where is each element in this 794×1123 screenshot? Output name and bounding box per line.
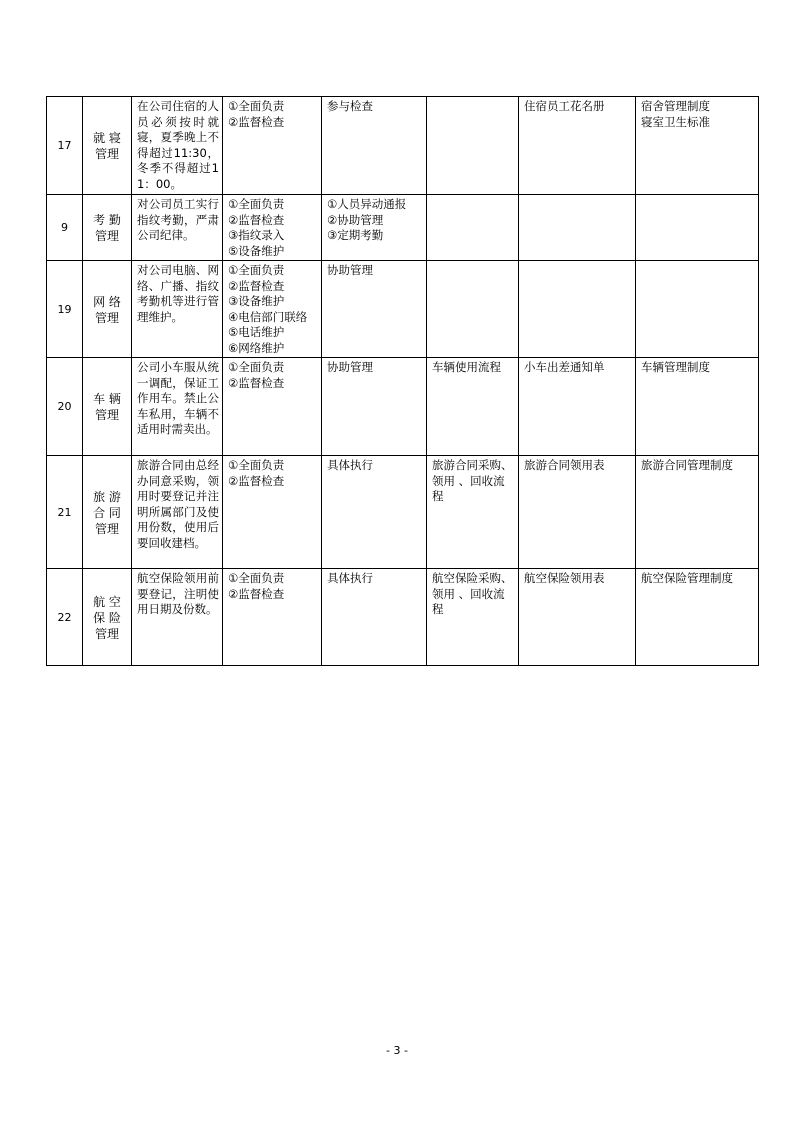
lead-duties: ①全面负责 ②监督检查 (223, 569, 322, 666)
lead-duties: ①全面负责 ②监督检查 ③设备维护 ④电信部门联络 ⑤电话维护 ⑥网络维护 (223, 261, 322, 358)
row-number: 19 (47, 261, 83, 358)
item-name: 航 空 保 险 管理 (83, 569, 132, 666)
process-cell (427, 261, 519, 358)
assist-duties: 协助管理 (322, 261, 427, 358)
process-cell (427, 97, 519, 195)
form-cell: 住宿员工花名册 (519, 97, 636, 195)
process-cell: 航空保险采购、领用 、回收流程 (427, 569, 519, 666)
row-number: 21 (47, 456, 83, 569)
item-description: 旅游合同由总经办同意采购，领用时要登记并注明所属部门及使用份数，使用后要回收建档。 (132, 456, 223, 569)
table-row (47, 261, 759, 358)
responsibility-table (46, 96, 759, 666)
table-row (47, 569, 759, 666)
item-name: 旅 游 合 同 管理 (83, 456, 132, 569)
process-cell: 车辆使用流程 (427, 358, 519, 456)
table-row (47, 456, 759, 569)
item-description: 公司小车服从统一调配，保证工作用车。禁止公车私用，车辆不适用时需卖出。 (132, 358, 223, 456)
item-name: 网 络 管理 (83, 261, 132, 358)
lead-duties: ①全面负责 ②监督检查 (223, 456, 322, 569)
assist-duties: ①人员异动通报 ②协助管理 ③定期考勤 (322, 195, 427, 261)
page-number: - 3 - (386, 1044, 408, 1057)
form-cell: 小车出差通知单 (519, 358, 636, 456)
table-row (47, 195, 759, 261)
table-body (47, 97, 759, 666)
row-number: 17 (47, 97, 83, 195)
row-number: 9 (47, 195, 83, 261)
assist-duties: 具体执行 (322, 456, 427, 569)
lead-duties: ①全面负责 ②监督检查 (223, 97, 322, 195)
rule-cell: 航空保险管理制度 (636, 569, 759, 666)
table-row (47, 97, 759, 195)
table-row (47, 358, 759, 456)
assist-duties: 参与检查 (322, 97, 427, 195)
process-cell (427, 195, 519, 261)
item-description: 对公司电脑、网络、广播、指纹考勤机等进行管理维护。 (132, 261, 223, 358)
row-number: 22 (47, 569, 83, 666)
lead-duties: ①全面负责 ②监督检查 (223, 358, 322, 456)
form-cell (519, 195, 636, 261)
rule-cell: 旅游合同管理制度 (636, 456, 759, 569)
item-name: 就 寝 管理 (83, 97, 132, 195)
rule-cell (636, 261, 759, 358)
item-description: 对公司员工实行指纹考勤，严肃公司纪律。 (132, 195, 223, 261)
rule-cell: 车辆管理制度 (636, 358, 759, 456)
item-description: 航空保险领用前要登记，注明使用日期及份数。 (132, 569, 223, 666)
rule-cell: 宿舍管理制度 寝室卫生标准 (636, 97, 759, 195)
process-cell: 旅游合同采购、领用 、回收流程 (427, 456, 519, 569)
assist-duties: 具体执行 (322, 569, 427, 666)
lead-duties: ①全面负责 ②监督检查 ③指纹录入 ⑤设备维护 (223, 195, 322, 261)
item-name: 考 勤 管理 (83, 195, 132, 261)
form-cell (519, 261, 636, 358)
row-number: 20 (47, 358, 83, 456)
item-description: 在公司住宿的人员必须按时就寝，夏季晚上不得超过11:30，冬季不得超过11：00。 (132, 97, 223, 195)
form-cell: 航空保险领用表 (519, 569, 636, 666)
assist-duties: 协助管理 (322, 358, 427, 456)
item-name: 车 辆 管理 (83, 358, 132, 456)
rule-cell (636, 195, 759, 261)
form-cell: 旅游合同领用表 (519, 456, 636, 569)
